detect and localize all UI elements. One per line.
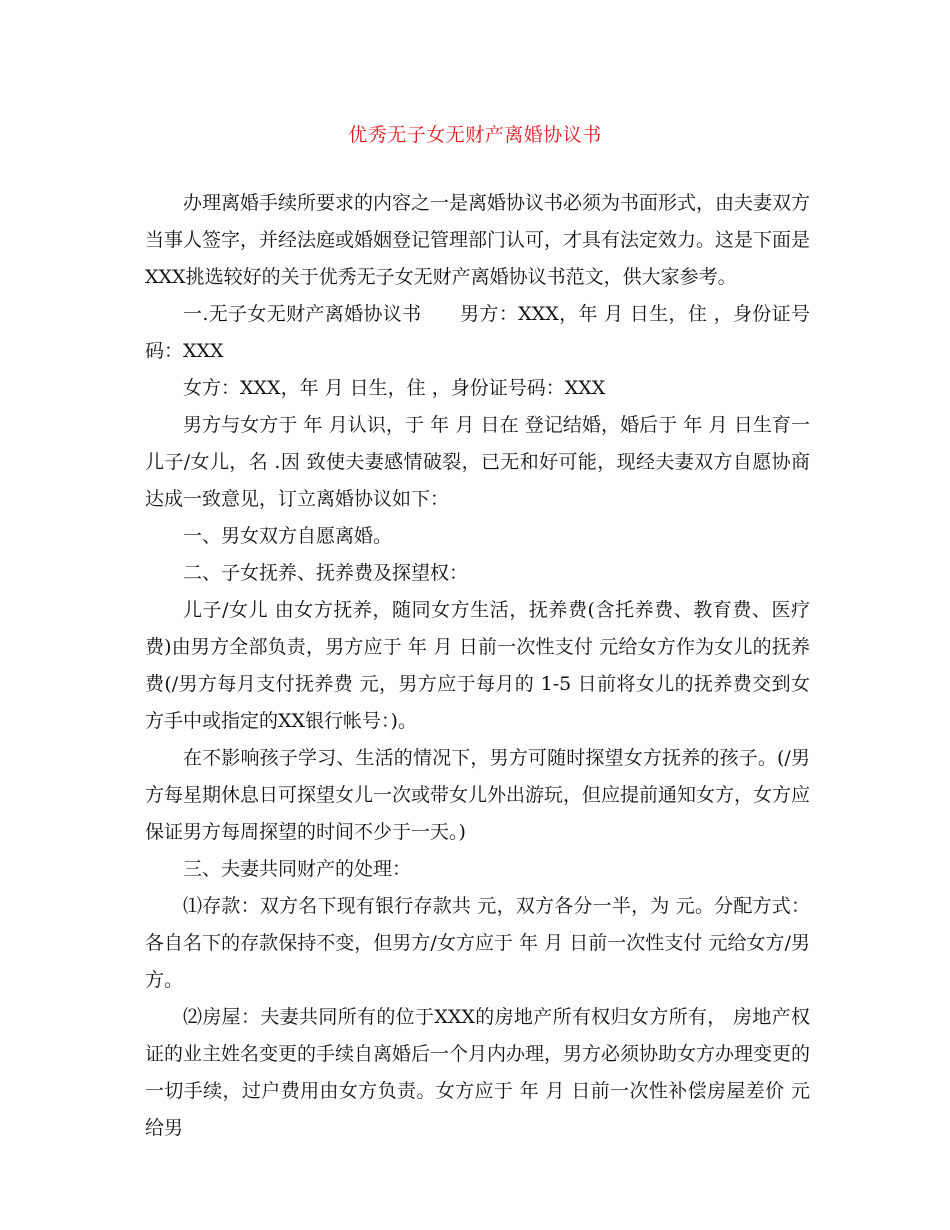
- paragraph-clause-two-heading: 二、子女抚养、抚养费及探望权：: [183, 562, 469, 584]
- paragraph-visitation: 在不影响孩子学习、生活的情况下，男方可随时探望女方抚养的孩子。(/男方每星期休息日可探望女儿一次或带女儿外出游玩，但应提前通知女方，女方应保证男方每周探望的时间不少于一天。): [145, 747, 811, 843]
- paragraph-child-support: 儿子/女儿 由女方抚养，随同女方生活，抚养费(含托养费、教育费、医疗费)由男方全部负责，男方应于 年 月 日前一次性支付 元给女方作为女儿的抚养费(/男方每月支付抚养费 元，男方应于每月的 1-5 日前将女儿的抚养费交到女方手中或指定的XX银行帐号：)。: [145, 599, 810, 732]
- paragraph-clause-three-heading: 三、夫妻共同财产的处理：: [183, 858, 412, 880]
- paragraph-female-party: 女方：XXX，年 月 日生，住 ，身份证号码：XXX: [183, 377, 606, 399]
- paragraph-clause-one: 一、男女双方自愿离婚。: [183, 525, 393, 547]
- document-title: 优秀无子女无财产离婚协议书: [348, 124, 602, 146]
- paragraph-background: 男方与女方于 年 月认识，于 年 月 日在 登记结婚，婚后于 年 月 日生育一儿子/女儿，名 .因 致使夫妻感情破裂，已无和好可能，现经夫妻双方自愿协商达成一致意见，订立离婚协议如下：: [145, 414, 810, 510]
- paragraph-heading-one: 一.无子女无财产离婚协议书 男方：XXX，年 月 日生，住 ，身份证号码：XXX: [145, 303, 810, 362]
- document-body: [145, 185, 810, 1147]
- paragraph-house: ⑵房屋：夫妻共同所有的位于XXX的房地产所有权归女方所有， 房地产权证的业主姓名变更的手续自离婚后一个月内办理，男方必须协助女方办理变更的一切手续，过户费用由女方负责。女方应于 年 月 日前一次性补偿房屋差价 元给男: [145, 1006, 811, 1139]
- paragraph-intro: 办理离婚手续所要求的内容之一是离婚协议书必须为书面形式，由夫妻双方当事人签字，并经法庭或婚姻登记管理部门认可，才具有法定效力。这是下面是XXX挑选较好的关于优秀无子女无财产离婚协议书范文，供大家参考。: [145, 192, 811, 288]
- paragraph-deposits: ⑴存款：双方名下现有银行存款共 元，双方各分一半，为 元。分配方式：各自名下的存款保持不变，但男方/女方应于 年 月 日前一次性支付 元给女方/男方。: [145, 895, 810, 991]
